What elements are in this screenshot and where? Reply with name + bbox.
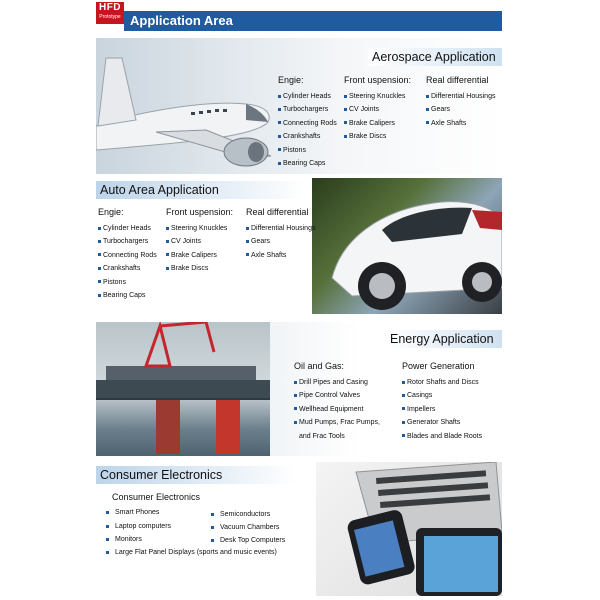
list-item: Rotor Shafts and Discs <box>402 376 482 389</box>
bullet-icon <box>402 381 405 384</box>
column-heading: Oil and Gas: <box>294 361 345 371</box>
list-item: Crankshafts <box>98 262 157 275</box>
bullet-icon <box>98 253 101 256</box>
bullet-icon <box>402 394 405 397</box>
header-bar <box>124 11 502 31</box>
bullet-icon <box>98 240 101 243</box>
bullet-icon <box>344 95 347 98</box>
list-item: Cylinder Heads <box>278 90 337 103</box>
auto-differential-column <box>246 206 315 262</box>
consumer-heading: Consumer Electronics <box>112 492 201 502</box>
list-item: Cylinder Heads <box>98 222 157 235</box>
list-item: Casings <box>402 389 482 402</box>
list-item: Smart Phones <box>106 509 159 516</box>
list-item: Connecting Rods <box>98 249 157 262</box>
auto-engine-column <box>98 206 157 302</box>
bullet-icon <box>294 394 297 397</box>
list-item: Laptop computers <box>106 523 171 530</box>
list-item: Bearing Caps <box>98 289 157 302</box>
list-item: Impellers <box>402 403 482 416</box>
bullet-icon <box>98 280 101 283</box>
list-item: Turbochargers <box>278 103 337 116</box>
bullet-icon <box>166 253 169 256</box>
column-heading: Front uspension: <box>344 75 412 85</box>
energy-panel <box>96 322 502 456</box>
bullet-icon <box>211 526 214 529</box>
column-heading: Power Generation <box>402 361 475 371</box>
list-item: Differential Housings <box>246 222 315 235</box>
bullet-icon <box>98 267 101 270</box>
company-logo <box>96 2 124 24</box>
list-item: and Frac Tools <box>299 432 345 440</box>
bullet-icon <box>402 434 405 437</box>
aerospace-title: Aerospace Application <box>368 48 502 66</box>
list-item: Steering Knuckles <box>166 222 233 235</box>
energy-title: Energy Application <box>386 330 502 348</box>
list-item: Gears <box>426 103 495 116</box>
list-item: Monitors <box>106 536 142 543</box>
oil-rig-image <box>96 322 270 456</box>
list-item: Pistons <box>278 144 337 157</box>
list-item: Axle Shafts <box>246 249 315 262</box>
list-item: Wellhead Equipment <box>294 403 380 416</box>
list-item: Bearing Caps <box>278 157 337 170</box>
airplane-image <box>96 38 276 174</box>
column-heading: Engie: <box>278 75 304 85</box>
bullet-icon <box>294 407 297 410</box>
bullet-icon <box>426 121 429 124</box>
list-item: Pipe Control Valves <box>294 389 380 402</box>
list-item: CV Joints <box>166 235 233 248</box>
bullet-icon <box>246 253 249 256</box>
logo-text: HFD <box>98 2 122 13</box>
bullet-icon <box>344 135 347 138</box>
car-image <box>312 178 502 314</box>
auto-title: Auto Area Application <box>96 181 306 199</box>
bullet-icon <box>278 148 281 151</box>
devices-image <box>316 462 502 596</box>
list-item: Vacuum Chambers <box>211 524 279 531</box>
column-heading: Real differential <box>246 207 309 217</box>
bullet-icon <box>294 381 297 384</box>
list-item: Brake Calipers <box>166 249 233 262</box>
list-item: Large Flat Panel Displays (sports and music events) <box>106 549 277 556</box>
bullet-icon <box>426 95 429 98</box>
column-heading: Front uspension: <box>166 207 234 217</box>
bullet-icon <box>211 513 214 516</box>
bullet-icon <box>106 511 109 514</box>
bullet-icon <box>106 551 109 554</box>
list-item: Connecting Rods <box>278 117 337 130</box>
list-item: Blades and Blade Roots <box>402 430 482 443</box>
list-item: Axle Shafts <box>426 117 495 130</box>
bullet-icon <box>166 227 169 230</box>
bullet-icon <box>294 421 297 424</box>
column-heading: Engie: <box>98 207 124 217</box>
bullet-icon <box>166 267 169 270</box>
bullet-icon <box>106 525 109 528</box>
bullet-icon <box>246 240 249 243</box>
auto-panel <box>96 178 502 314</box>
energy-oil-gas-column <box>294 360 380 443</box>
list-item: Semiconductors <box>211 511 270 518</box>
list-item: Brake Discs <box>344 130 411 143</box>
bullet-icon <box>278 108 281 111</box>
bullet-icon <box>98 227 101 230</box>
bullet-icon <box>246 227 249 230</box>
page-title: Application Area <box>130 13 233 28</box>
bullet-icon <box>98 294 101 297</box>
list-item: CV Joints <box>344 103 411 116</box>
bullet-icon <box>278 95 281 98</box>
bullet-icon <box>211 539 214 542</box>
bullet-icon <box>278 135 281 138</box>
aerospace-panel <box>96 38 502 174</box>
bullet-icon <box>344 121 347 124</box>
list-item: Mud Pumps, Frac Pumps, <box>294 416 380 429</box>
list-item: Brake Calipers <box>344 117 411 130</box>
bullet-icon <box>402 407 405 410</box>
aerospace-suspension-column <box>344 74 411 144</box>
bullet-icon <box>106 538 109 541</box>
column-heading: Real differential <box>426 75 489 85</box>
bullet-icon <box>278 162 281 165</box>
logo-subtext: Prototype <box>99 14 121 20</box>
list-item: Brake Discs <box>166 262 233 275</box>
aerospace-differential-column <box>426 74 495 130</box>
list-item: Differential Housings <box>426 90 495 103</box>
bullet-icon <box>426 108 429 111</box>
bullet-icon <box>278 121 281 124</box>
auto-suspension-column <box>166 206 233 276</box>
list-item: Turbochargers <box>98 235 157 248</box>
aerospace-engine-column <box>278 74 337 170</box>
energy-power-column <box>402 360 482 443</box>
consumer-title: Consumer Electronics <box>96 466 296 484</box>
bullet-icon <box>402 421 405 424</box>
list-item: Drill Pipes and Casing <box>294 376 380 389</box>
list-item: Desk Top Computers <box>211 537 285 544</box>
list-item: Gears <box>246 235 315 248</box>
list-item: Steering Knuckles <box>344 90 411 103</box>
consumer-panel <box>96 462 502 596</box>
bullet-icon <box>166 240 169 243</box>
list-item: Pistons <box>98 276 157 289</box>
bullet-icon <box>344 108 347 111</box>
list-item: Generator Shafts <box>402 416 482 429</box>
list-item: Crankshafts <box>278 130 337 143</box>
